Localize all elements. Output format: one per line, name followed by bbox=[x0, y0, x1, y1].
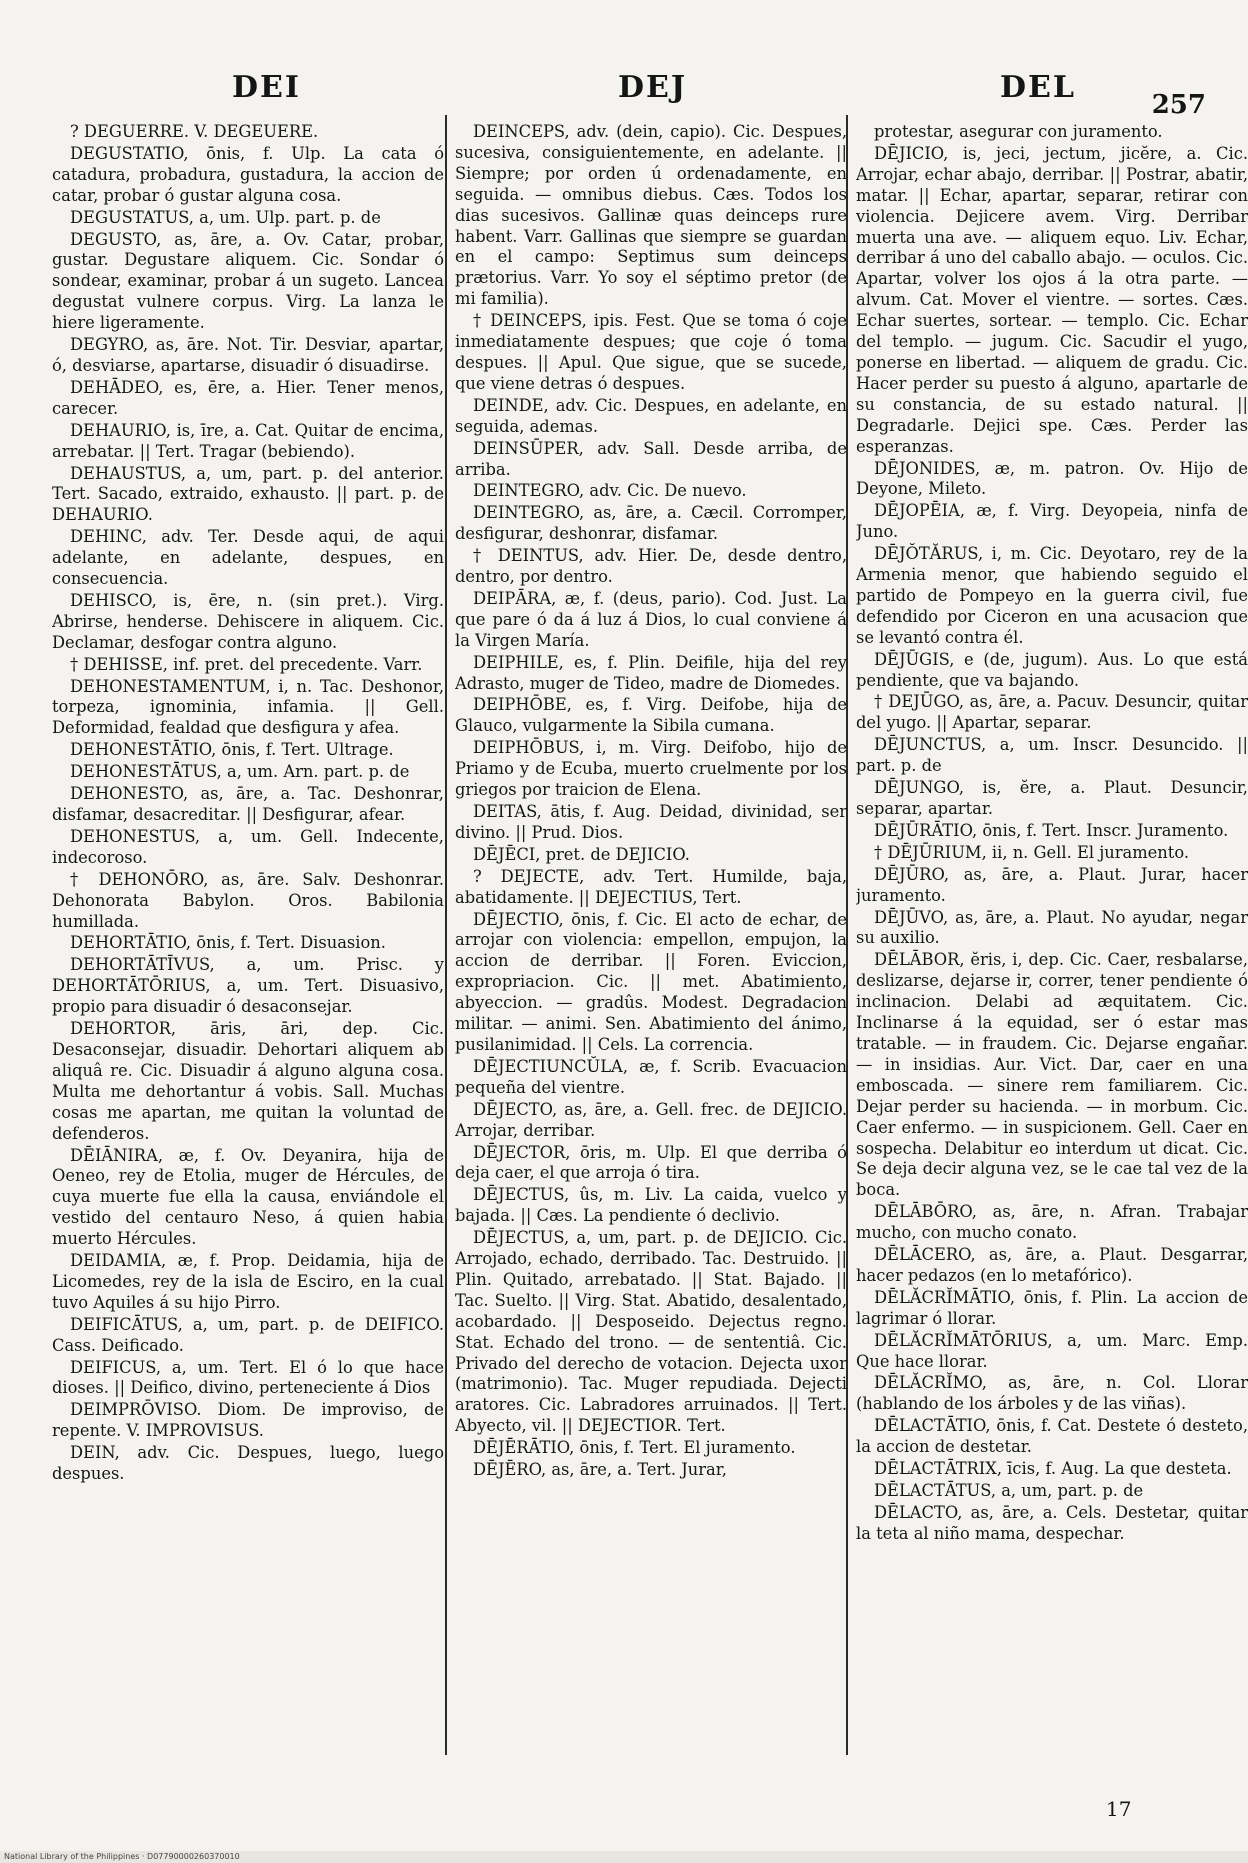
column-1 bbox=[52, 122, 444, 1752]
dictionary-entry: DEHONESTO, as, āre, a. Tac. Deshonrar, disfamar, desacreditar. || Desfigurar, afear. bbox=[52, 784, 444, 824]
column-rule bbox=[445, 115, 447, 1755]
dictionary-entry: DĒLACTO, as, āre, a. Cels. Destetar, quitar la teta al niño mama, despechar. bbox=[856, 1502, 1248, 1543]
dictionary-entry: DEGUSTATIO, ōnis, f. Ulp. La cata ó catadura, probadura, gustadura, la accion de catar, probar ó gustar alguna cosa. bbox=[52, 143, 444, 205]
dictionary-entry: DEIFICUS, a, um. Tert. El ó lo que hace dioses. || Deifico, divino, perteneciente á Dios bbox=[52, 1357, 444, 1398]
dictionary-entry: DĒJŪVO, as, āre, a. Plaut. No ayudar, negar su auxilio. bbox=[856, 907, 1248, 948]
dictionary-entry: DEHORTOR, āris, āri, dep. Cic. Desaconsejar, disuadir. Dehortari aliquem ab aliquâ re. Cic. Disuadir á alguno alguna cosa. Multa me dehortantur á vobis. Sall. Muchas cosas me apartan, me quitan la voluntad de defenderos. bbox=[52, 1019, 444, 1143]
page-number: 257 bbox=[1151, 90, 1206, 120]
dictionary-entry: DEHORTĀTĪVUS, a, um. Prisc. y DEHORTĀTŌRIUS, a, um. Tert. Disuasivo, propio para disuadir ó desaconsejar. bbox=[52, 955, 444, 1017]
dictionary-entry: DĒJECTIUNCŬLA, æ, f. Scrib. Evacuacion pequeña del vientre. bbox=[455, 1056, 847, 1097]
dictionary-entry: DEHĀDEO, es, ēre, a. Hier. Tener menos, carecer. bbox=[52, 377, 444, 418]
dictionary-entry: DEHISCO, is, ēre, n. (sin pret.). Virg. Abrirse, henderse. Dehiscere in aliquem. Cic. Declamar, desfogar contra alguno. bbox=[52, 590, 444, 652]
dictionary-entry: † DEHONŌRO, as, āre. Salv. Deshonrar. Dehonorata Babylon. Oros. Babilonia humillada. bbox=[52, 869, 444, 931]
dictionary-entry: DEIN, adv. Cic. Despues, luego, luego despues. bbox=[52, 1443, 444, 1484]
dictionary-entry: † DEINCEPS, ipis. Fest. Que se toma ó coje inmediatamente despues; que coje ó toma despues. || Apul. Que sigue, que se sucede, que viene detras ó despues. bbox=[455, 311, 847, 393]
dictionary-entry: DEINDE, adv. Cic. Despues, en adelante, en seguida, ademas. bbox=[455, 395, 847, 436]
dictionary-entry: DEINTEGRO, as, āre, a. Cæcil. Corromper, desfigurar, deshonrar, disfamar. bbox=[455, 503, 847, 544]
dictionary-entry: DĒJUNCTUS, a, um. Inscr. Desuncido. || part. p. de bbox=[856, 735, 1248, 776]
dictionary-entry: DEHAURIO, is, īre, a. Cat. Quitar de encima, arrebatar. || Tert. Tragar (bebiendo). bbox=[52, 420, 444, 461]
dictionary-entry: DĒJECTIO, ōnis, f. Cic. El acto de echar, de arrojar con violencia: empellon, empujon, la accion de derribar. || Foren. Eviccion, expropriacion. Cic. || met. Abatimiento, abyeccion. — gradûs. Modest. Degradacion militar. — animi. Sen. Abatimiento del ánimo, pusilanimidad. || Cels. La correncia. bbox=[455, 909, 847, 1054]
dictionary-entry: DĒJĒRO, as, āre, a. Tert. Jurar, bbox=[473, 1460, 727, 1480]
dictionary-entry: DĒLĂCRĬMĀTŌRIUS, a, um. Marc. Emp. Que hace llorar. bbox=[856, 1330, 1248, 1371]
scan-footer: National Library of the Philippines · D07790000260370010 bbox=[0, 1851, 1248, 1863]
dictionary-entry: DĒIĀNIRA, æ, f. Ov. Deyanira, hija de Oeneo, rey de Etolia, muger de Hércules, de cuya muerte fue ella la causa, enviándole el vestido del centauro Neso, á quien habia muerto Hércules. bbox=[52, 1145, 444, 1249]
dictionary-entry: DĒLACTĀTIO, ōnis, f. Cat. Destete ó desteto, la accion de destetar. bbox=[856, 1416, 1248, 1457]
dictionary-entry: DEIMPRŌVISO. Diom. De improviso, de repente. V. IMPROVISUS. bbox=[52, 1400, 444, 1441]
dictionary-entry: ? DEGUERRE. V. DEGEUERE. bbox=[70, 122, 319, 141]
dictionary-entry: DĒLĀBOR, ĕris, i, dep. Cic. Caer, resbalarse, deslizarse, dejarse ir, correr, tener pendiente ó inclinacion. Delabi ad æquitatem. Cic. Inclinarse á la equidad, ser ó estar mas tratable. — in fraudem. Cic. Dejarse engañar. — in insidias. Aur. Vict. Dar, caer en una emboscada. — sinere rem familiarem. Cic. Dejar perder su hacienda. — in morbum. Cic. Caer enfermo. — in suspicionem. Gell. Caer en sospecha. Delabitur eo interdum ut dicat. Cic. Se deja decir alguna vez, se le cae tal vez de la boca. bbox=[856, 950, 1248, 1200]
dictionary-entry: ? DEJECTE, adv. Tert. Humilde, baja, abatidamente. || DEJECTIUS, Tert. bbox=[455, 866, 847, 907]
dictionary-entry: DĒJONIDES, æ, m. patron. Ov. Hijo de Deyone, Mileto. bbox=[856, 458, 1248, 499]
dictionary-entry: DĒJĒCI, pret. de DEJICIO. bbox=[473, 844, 690, 864]
dictionary-entry: † DĒJŪRIUM, ii, n. Gell. El juramento. bbox=[874, 842, 1190, 862]
dictionary-entry: DĒJECTUS, a, um, part. p. de DEJICIO. Cic. Arrojado, echado, derribado. Tac. Destruido. || Plin. Quitado, arrebatado. || Stat. Bajado. || Tac. Suelto. || Virg. Stat. Abatido, desalentado, acobardado. || Desposeido. Dejectus regno. Stat. Echado del trono. — de sententiâ. Cic. Privado del derecho de votacion. Dejecta uxor (matrimonio). Tac. Muger repudiada. Dejecti aratores. Cic. Labradores arruinados. || Tert. Abyecto, vil. || DEJECTIOR. Tert. bbox=[455, 1228, 847, 1436]
dictionary-entry: DEINSŪPER, adv. Sall. Desde arriba, de arriba. bbox=[455, 438, 847, 479]
dictionary-entry: DEHONESTĀTIO, ōnis, f. Tert. Ultrage. bbox=[70, 740, 394, 760]
dictionary-entry: † DEHISSE, inf. pret. del precedente. Varr. bbox=[70, 654, 423, 674]
dictionary-entry: DEITAS, ātis, f. Aug. Deidad, divinidad, ser divino. || Prud. Dios. bbox=[455, 802, 847, 842]
dictionary-entry: DEIPHŌBUS, i, m. Virg. Deifobo, hijo de Priamo y de Ecuba, muerto cruelmente por los griegos por traicion de Elena. bbox=[455, 738, 847, 800]
running-head-right: DEL bbox=[1000, 70, 1076, 105]
dictionary-entry: DEINCEPS, adv. (dein, capio). Cic. Despues, sucesiva, consiguientemente, en adelante. || Siempre; por orden ú ordenadamente, en seguida. — omnibus diebus. Cæs. Todos los dias sucesivos. Gallinæ quas deinceps rure habent. Varr. Gallinas que siempre se guardan en el campo: Septimus sum deinceps prætorius. Varr. Yo soy el séptimo pretor (de mi familia). bbox=[455, 122, 847, 309]
dictionary-entry: † DEJŪGO, as, āre, a. Pacuv. Desuncir, quitar del yugo. || Apartar, separar. bbox=[856, 692, 1248, 733]
dictionary-entry: DĒJŪGIS, e (de, jugum). Aus. Lo que está pendiente, que va bajando. bbox=[856, 649, 1248, 690]
dictionary-entry: DĒLĂCRĬMO, as, āre, n. Col. Llorar (hablando de los árboles y de las viñas). bbox=[856, 1373, 1248, 1414]
dictionary-entry: DĒJŎTĂRUS, i, m. Cic. Deyotaro, rey de la Armenia menor, que habiendo seguido el partido de Pompeyo en la guerra civil, fue defendido por Ciceron en una acusacion que se levantó contra él. bbox=[856, 544, 1248, 647]
dictionary-entry: DĒLACTĀTUS, a, um, part. p. de bbox=[874, 1481, 1144, 1500]
dictionary-entry: DEHONESTAMENTUM, i, n. Tac. Deshonor, torpeza, ignominia, infamia. || Gell. Deformidad, fealdad que desfigura y afea. bbox=[52, 676, 444, 738]
dictionary-entry: protestar, asegurar con juramento. bbox=[874, 122, 1163, 141]
dictionary-entry: DĒJICIO, is, jeci, jectum, jicĕre, a. Cic. Arrojar, echar abajo, derribar. || Postrar, abatir, matar. || Echar, apartar, separar, retirar con violencia. Dejicere avem. Virg. Derribar muerta una ave. — aliquem equo. Liv. Echar, derribar á uno del caballo abajo. — oculos. Cic. Apartar, volver los ojos á la otra parte. — alvum. Cat. Mover el vientre. — sortes. Cæs. Echar suertes, sortear. — templo. Cic. Echar del templo. — jugum. Cic. Sacudir el yugo, ponerse en libertad. — aliquem de gradu. Cic. Hacer perder su puesto á alguno, apartarle de su constancia, de su estado natural. || Degradarle. Dejici spe. Cæs. Perder las esperanzas. bbox=[856, 143, 1248, 456]
dictionary-entry: DEHINC, adv. Ter. Desde aqui, de aqui adelante, en adelante, despues, en consecuencia. bbox=[52, 527, 444, 589]
dictionary-entry: DEIFICĀTUS, a, um, part. p. de DEIFICO. Cass. Deificado. bbox=[52, 1314, 444, 1355]
dictionary-entry: DĒLĀCERO, as, āre, a. Plaut. Desgarrar, hacer pedazos (en lo metafórico). bbox=[856, 1245, 1248, 1285]
dictionary-entry: DĒJĒRĀTIO, ōnis, f. Tert. El juramento. bbox=[473, 1438, 796, 1458]
printer-signature: 17 bbox=[1106, 1797, 1132, 1821]
dictionary-entry: DEGYRO, as, āre. Not. Tir. Desviar, apartar, ó, desviarse, apartarse, disuadir ó disuadirse. bbox=[52, 335, 444, 375]
dictionary-entry: DĒJOPĒIA, æ, f. Virg. Deyopeia, ninfa de Juno. bbox=[856, 501, 1248, 542]
dictionary-entry: DĒJECTOR, ōris, m. Ulp. El que derriba ó deja caer, el que arroja ó tira. bbox=[455, 1142, 847, 1183]
dictionary-entry: DEHAUSTUS, a, um, part. p. del anterior. Tert. Sacado, extraido, exhausto. || part. p. de DEHAURIO. bbox=[52, 463, 444, 525]
dictionary-entry: DEGUSTATUS, a, um. Ulp. part. p. de bbox=[70, 207, 381, 227]
dictionary-entry: DĒLACTĀTRIX, īcis, f. Aug. La que desteta. bbox=[874, 1459, 1232, 1479]
dictionary-entry: DĒJECTO, as, āre, a. Gell. frec. de DEJICIO. Arrojar, derribar. bbox=[455, 1099, 847, 1140]
column-3 bbox=[856, 122, 1248, 1752]
dictionary-entry: DĒJŪRĀTIO, ōnis, f. Tert. Inscr. Juramento. bbox=[874, 820, 1229, 840]
dictionary-entry: DEHONESTĀTUS, a, um. Arn. part. p. de bbox=[70, 762, 410, 782]
dictionary-entry: DEINTEGRO, adv. Cic. De nuevo. bbox=[473, 481, 747, 501]
dictionary-entry: DĒLĂCRĬMĀTIO, ōnis, f. Plin. La accion de lagrimar ó llorar. bbox=[856, 1287, 1248, 1328]
dictionary-entry: DEIPHILE, es, f. Plin. Deifile, hija del rey Adrasto, muger de Tideo, madre de Diomedes. bbox=[455, 652, 847, 693]
dictionary-entry: † DEINTUS, adv. Hier. De, desde dentro, dentro, por dentro. bbox=[455, 546, 847, 587]
dictionary-entry: DEIPĀRA, æ, f. (deus, pario). Cod. Just. La que pare ó da á luz á Dios, lo cual conviene á la Virgen María. bbox=[455, 588, 847, 650]
dictionary-entry: DEIPHŌBE, es, f. Virg. Deifobe, hija de Glauco, vulgarmente la Sibila cumana. bbox=[455, 695, 847, 736]
running-head-left: DEI bbox=[232, 70, 301, 105]
dictionary-entry: DĒLĀBŌRO, as, āre, n. Afran. Trabajar mucho, con mucho conato. bbox=[856, 1202, 1248, 1243]
dictionary-entry: DEHONESTUS, a, um. Gell. Indecente, indecoroso. bbox=[52, 826, 444, 867]
column-2 bbox=[455, 122, 847, 1752]
dictionary-entry: DEGUSTO, as, āre, a. Ov. Catar, probar, gustar. Degustare aliquem. Cic. Sondar ó sondear, examinar, probar á un sugeto. Lancea degustat vulnere corpus. Virg. La lanza le hiere ligeramente. bbox=[52, 229, 444, 333]
running-head-center: DEJ bbox=[618, 70, 688, 105]
dictionary-entry: DĒJŪRO, as, āre, a. Plaut. Jurar, hacer juramento. bbox=[856, 864, 1248, 905]
dictionary-entry: DEIDAMIA, æ, f. Prop. Deidamia, hija de Licomedes, rey de la isla de Esciro, en la cual tuvo Aquiles á su hijo Pirro. bbox=[52, 1251, 444, 1312]
dictionary-entry: DĒJUNGO, is, ĕre, a. Plaut. Desuncir, separar, apartar. bbox=[856, 778, 1248, 818]
dictionary-entry: DEHORTĀTIO, ōnis, f. Tert. Disuasion. bbox=[70, 933, 386, 953]
dictionary-entry: DĒJECTUS, ûs, m. Liv. La caida, vuelco y bajada. || Cæs. La pendiente ó declivio. bbox=[455, 1185, 847, 1226]
